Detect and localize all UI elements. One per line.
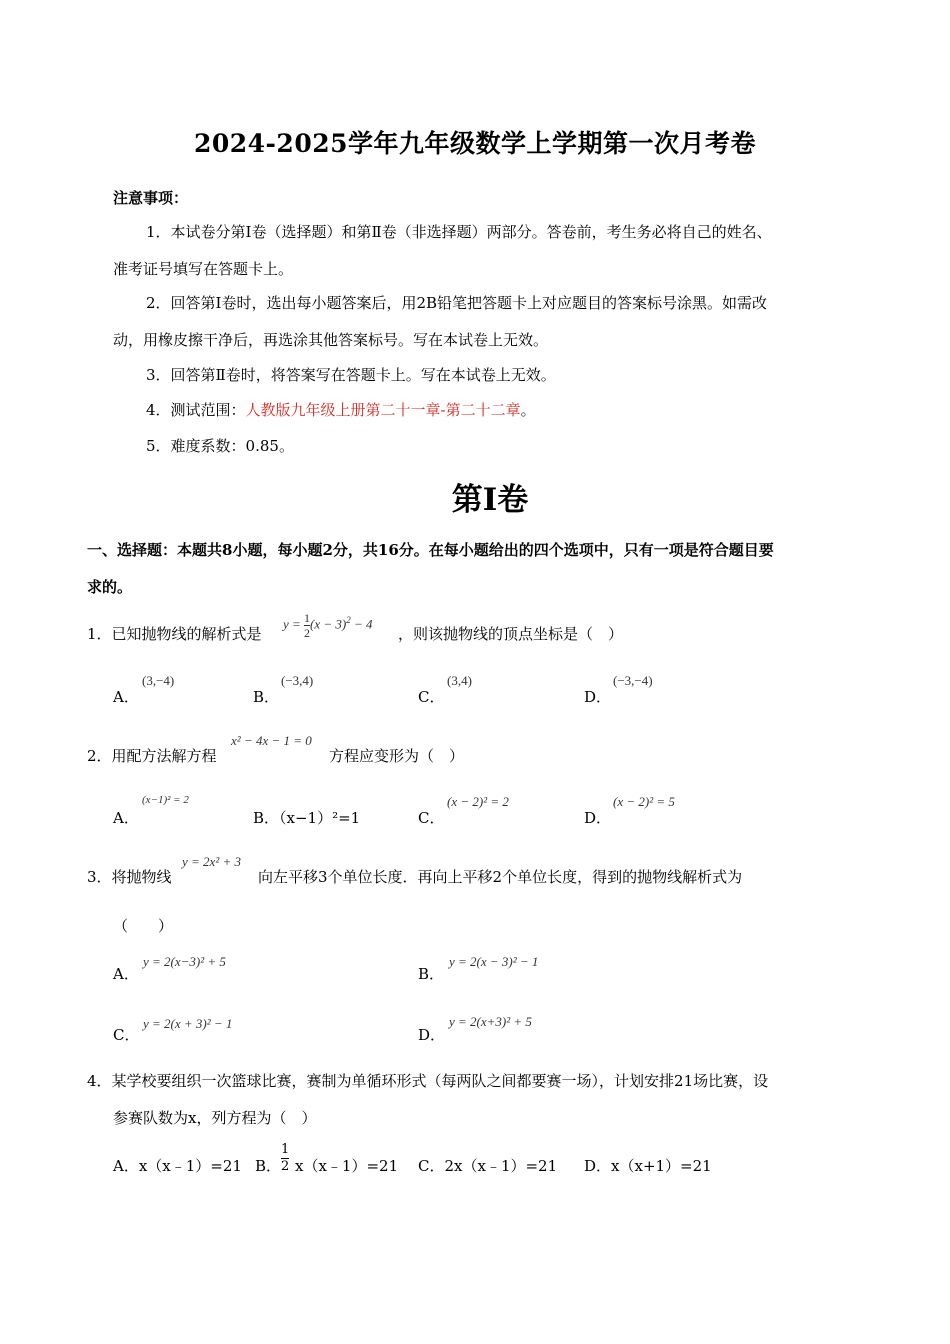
q3-option-d-label: D． [418, 1026, 446, 1044]
q1-option-a: (3,−4) [142, 673, 175, 688]
notice-item-1-line-2: 准考证号填写在答题卡上。 [113, 260, 294, 278]
notice-item-3: 3．回答第Ⅱ卷时，将答案写在答题卡上。写在本试卷上无效。 [146, 366, 556, 384]
notice-item-4 [146, 400, 536, 420]
q2-option-c: (x − 2)² = 2 [447, 794, 509, 809]
q2-option-c-label: C． [418, 809, 445, 827]
question-3-prefix: 3．将抛物线 [87, 868, 172, 886]
notice-item-4-prefix: 4．测试范围： [146, 401, 246, 419]
q4-option-a: A．x（x﹣1）=21 [113, 1157, 242, 1175]
q4-option-b: x（x﹣1）=21 [295, 1157, 399, 1175]
section-1-title: 第Ⅰ卷 [451, 482, 529, 518]
q2-option-d: (x − 2)² = 5 [613, 794, 675, 809]
q3-option-b: y = 2(x − 3)² − 1 [449, 954, 539, 969]
q4-fraction-numerator: 1 [281, 1142, 290, 1157]
q2-option-a-label: A． [113, 809, 139, 827]
question-1-prefix: 1．已知抛物线的解析式是 [87, 625, 262, 643]
part-1-heading-line-1: 一、选择题：本题共8小题，每小题2分，共16分。在每小题给出的四个选项中，只有一项是符合题目要 [87, 541, 774, 559]
q3-option-b-label: B． [418, 965, 445, 983]
question-1-formula: y = $\frac{1}{2}$ $(x - 3)^2 - 4$ [283, 611, 373, 640]
question-4-line-2: 参赛队数为x，列方程为（ ） [113, 1109, 317, 1127]
question-3-equation: y = 2x² + 3 [182, 854, 241, 869]
q4-fraction-denominator: 2 [281, 1159, 290, 1174]
notice-item-1-line-1: 1．本试卷分第Ⅰ卷（选择题）和第Ⅱ卷（非选择题）两部分。答卷前，考生务必将自己的姓名、 [146, 223, 772, 241]
q1-option-a-label: A． [113, 688, 139, 706]
q1-option-c-label: C． [418, 688, 445, 706]
question-2-prefix: 2．用配方法解方程 [87, 747, 217, 765]
question-2-equation: x² − 4x − 1 = 0 [231, 733, 312, 748]
notice-item-4-suffix: 。 [520, 401, 536, 419]
notice-heading: 注意事项： [113, 189, 189, 207]
q3-option-c: y = 2(x + 3)² − 1 [143, 1016, 233, 1031]
q2-option-b: B．（x−1）²=1 [253, 809, 361, 827]
q1-option-b: (−3,4) [281, 673, 314, 688]
q4-option-c: C．2x（x﹣1）=21 [418, 1157, 558, 1175]
q2-option-a: (x−1)² = 2 [142, 794, 189, 806]
q3-option-a: y = 2(x−3)² + 5 [143, 954, 226, 969]
question-2-suffix: 方程应变形为（ ） [329, 747, 465, 765]
q4-option-b-label: B． [255, 1157, 282, 1175]
q1-option-c: (3,4) [447, 673, 472, 688]
fraction-one-half: $\frac{1}{2}$ [304, 611, 311, 640]
q4-option-b-fraction [281, 1143, 289, 1174]
q2-option-d-label: D． [584, 809, 612, 827]
question-4-line-1: 4．某学校要组织一次篮球比赛，赛制为单循环形式（每两队之间都要赛一场），计划安排21场比赛，设 [87, 1072, 769, 1090]
test-range: 人教版九年级上册第二十一章-第二十二章 [245, 401, 521, 419]
part-1-heading-line-2: 求的。 [87, 578, 133, 596]
notice-item-2-line-1: 2．回答第Ⅰ卷时，选出每小题答案后，用2B铅笔把答题卡上对应题目的答案标号涂黑。如需改 [146, 294, 768, 312]
question-3-suffix: 向左平移3个单位长度．再向上平移2个单位长度，得到的抛物线解析式为 [258, 868, 743, 886]
question-1-suffix: ，则该抛物线的顶点坐标是（ ） [398, 625, 624, 643]
q4-option-d: D．x（x+1）=21 [584, 1157, 712, 1175]
notice-item-2-line-2: 动，用橡皮擦干净后，再选涂其他答案标号。写在本试卷上无效。 [113, 331, 549, 349]
q1-option-b-label: B． [253, 688, 280, 706]
exam-title: 2024-2025学年九年级数学上学期第一次月考卷 [193, 129, 757, 158]
q1-option-d-label: D． [584, 688, 612, 706]
q3-option-c-label: C． [113, 1026, 140, 1044]
notice-item-5: 5．难度系数：0.85。 [146, 437, 294, 455]
q1-option-d: (−3,−4) [613, 673, 653, 688]
question-3-paren: （ ） [113, 917, 174, 935]
q3-option-d: y = 2(x+3)² + 5 [449, 1014, 532, 1029]
q3-option-a-label: A． [113, 965, 139, 983]
